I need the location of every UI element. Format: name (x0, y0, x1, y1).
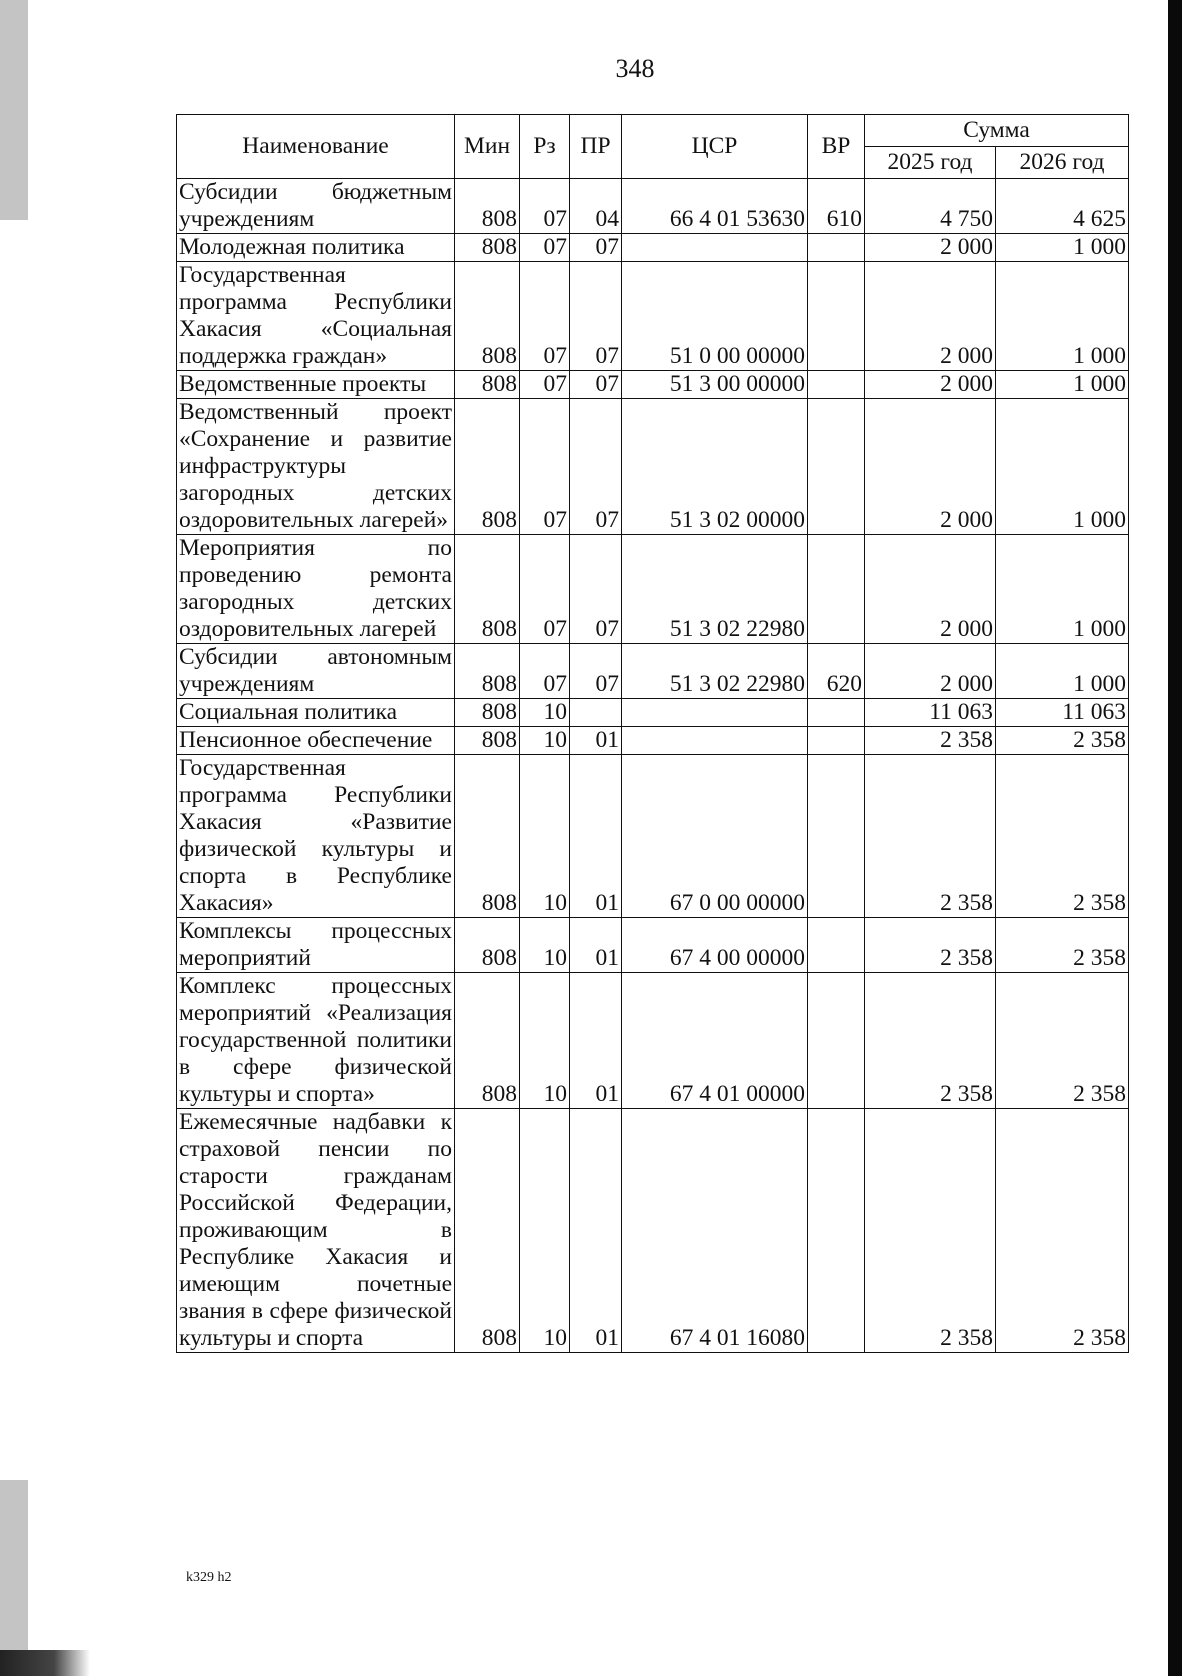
cell-pr: 01 (570, 755, 622, 918)
cell-pr: 07 (570, 262, 622, 371)
cell-vr (808, 918, 865, 973)
header-pr: ПР (570, 115, 622, 179)
cell-min: 808 (455, 234, 520, 262)
table-row (177, 973, 1129, 1109)
cell-pr: 07 (570, 644, 622, 699)
cell-name: Пенсионное обеспечение (177, 727, 455, 755)
cell-2025: 4 750 (865, 179, 996, 234)
cell-2026: 1 000 (996, 262, 1129, 371)
cell-name: Комплексы процессных мероприятий (177, 918, 455, 973)
table-row (177, 234, 1129, 262)
cell-name: Социальная политика (177, 699, 455, 727)
cell-min: 808 (455, 262, 520, 371)
cell-vr (808, 262, 865, 371)
cell-pr: 07 (570, 371, 622, 399)
table-row (177, 262, 1129, 371)
cell-2026: 4 625 (996, 179, 1129, 234)
cell-2026: 2 358 (996, 1109, 1129, 1353)
cell-csr: 67 4 01 16080 (622, 1109, 808, 1353)
cell-csr: 67 4 00 00000 (622, 918, 808, 973)
cell-2026: 1 000 (996, 371, 1129, 399)
cell-rz: 10 (520, 1109, 570, 1353)
budget-table (176, 114, 1129, 1353)
table-row (177, 699, 1129, 727)
cell-vr: 610 (808, 179, 865, 234)
cell-2025: 2 000 (865, 399, 996, 535)
cell-rz: 10 (520, 727, 570, 755)
table-row (177, 371, 1129, 399)
table-row (177, 644, 1129, 699)
cell-rz: 07 (520, 371, 570, 399)
cell-pr: 04 (570, 179, 622, 234)
cell-min: 808 (455, 973, 520, 1109)
table-row (177, 1109, 1129, 1353)
cell-min: 808 (455, 755, 520, 918)
cell-rz: 07 (520, 535, 570, 644)
cell-2025: 2 358 (865, 973, 996, 1109)
cell-2025: 2 000 (865, 371, 996, 399)
cell-2025: 2 000 (865, 535, 996, 644)
cell-vr (808, 699, 865, 727)
cell-rz: 07 (520, 234, 570, 262)
cell-2026: 2 358 (996, 918, 1129, 973)
cell-name: Ведомственный проект «Сохранение и развитие инфраструктуры загородных детских оздоровительных лагерей» (177, 399, 455, 535)
cell-csr: 51 3 02 22980 (622, 535, 808, 644)
cell-csr: 51 3 02 22980 (622, 644, 808, 699)
cell-csr: 51 3 00 00000 (622, 371, 808, 399)
cell-vr (808, 727, 865, 755)
cell-2026: 1 000 (996, 644, 1129, 699)
cell-csr: 51 3 02 00000 (622, 399, 808, 535)
cell-name: Молодежная политика (177, 234, 455, 262)
cell-vr (808, 1109, 865, 1353)
cell-min: 808 (455, 399, 520, 535)
cell-pr: 07 (570, 535, 622, 644)
cell-vr (808, 399, 865, 535)
cell-2025: 2 000 (865, 234, 996, 262)
header-csr: ЦСР (622, 115, 808, 179)
table-row (177, 179, 1129, 234)
header-year-2025: 2025 год (865, 147, 996, 179)
cell-csr: 67 0 00 00000 (622, 755, 808, 918)
cell-min: 808 (455, 179, 520, 234)
cell-pr: 01 (570, 727, 622, 755)
footer-code: k329 h2 (186, 1570, 232, 1585)
page-number: 348 (615, 54, 655, 83)
cell-name: Субсидии автономным учреждениям (177, 644, 455, 699)
cell-csr: 51 0 00 00000 (622, 262, 808, 371)
cell-pr: 01 (570, 918, 622, 973)
cell-rz: 07 (520, 399, 570, 535)
cell-2026: 2 358 (996, 973, 1129, 1109)
cell-name: Государственная программа Республики Хакасия «Социальная поддержка граждан» (177, 262, 455, 371)
cell-rz: 07 (520, 262, 570, 371)
cell-min: 808 (455, 535, 520, 644)
cell-min: 808 (455, 1109, 520, 1353)
cell-2025: 2 000 (865, 644, 996, 699)
header-min: Мин (455, 115, 520, 179)
cell-vr (808, 234, 865, 262)
cell-vr (808, 755, 865, 918)
table-row (177, 535, 1129, 644)
cell-2026: 2 358 (996, 755, 1129, 918)
cell-name: Ведомственные проекты (177, 371, 455, 399)
cell-2025: 2 358 (865, 918, 996, 973)
cell-rz: 10 (520, 755, 570, 918)
table-row (177, 727, 1129, 755)
cell-rz: 07 (520, 179, 570, 234)
cell-2026: 1 000 (996, 535, 1129, 644)
table-row (177, 399, 1129, 535)
header-sum: Сумма (865, 115, 1129, 147)
cell-2026: 1 000 (996, 399, 1129, 535)
cell-2026: 11 063 (996, 699, 1129, 727)
cell-rz: 10 (520, 699, 570, 727)
cell-csr (622, 234, 808, 262)
cell-pr: 07 (570, 399, 622, 535)
header-rz: Рз (520, 115, 570, 179)
cell-name: Ежемесячные надбавки к страховой пенсии по старости гражданам Российской Федерации, проживающим в Республике Хакасия и имеющим почетные звания в сфере физической культуры и спорта (177, 1109, 455, 1353)
table-header (177, 115, 1129, 179)
cell-min: 808 (455, 699, 520, 727)
cell-name: Государственная программа Республики Хакасия «Развитие физической культуры и спорта в Республике Хакасия» (177, 755, 455, 918)
cell-2025: 2 358 (865, 727, 996, 755)
cell-csr (622, 727, 808, 755)
cell-csr (622, 699, 808, 727)
cell-min: 808 (455, 371, 520, 399)
cell-pr: 01 (570, 973, 622, 1109)
scan-edge-bar (1168, 0, 1182, 1676)
cell-vr (808, 371, 865, 399)
header-vr: ВР (808, 115, 865, 179)
cell-pr: 07 (570, 234, 622, 262)
cell-rz: 07 (520, 644, 570, 699)
cell-name: Комплекс процессных мероприятий «Реализация государственной политики в сфере физической культуры и спорта» (177, 973, 455, 1109)
cell-2025: 2 358 (865, 1109, 996, 1353)
scan-artifact-corner (0, 1650, 90, 1676)
cell-pr: 01 (570, 1109, 622, 1353)
cell-csr: 66 4 01 53630 (622, 179, 808, 234)
header-year-2026: 2026 год (996, 147, 1129, 179)
cell-min: 808 (455, 727, 520, 755)
cell-name: Мероприятия по проведению ремонта загородных детских оздоровительных лагерей (177, 535, 455, 644)
table-row (177, 918, 1129, 973)
cell-2025: 2 000 (865, 262, 996, 371)
cell-min: 808 (455, 644, 520, 699)
cell-2026: 1 000 (996, 234, 1129, 262)
cell-min: 808 (455, 918, 520, 973)
cell-2025: 2 358 (865, 755, 996, 918)
cell-pr (570, 699, 622, 727)
cell-rz: 10 (520, 918, 570, 973)
cell-2025: 11 063 (865, 699, 996, 727)
cell-vr (808, 535, 865, 644)
cell-name: Субсидии бюджетным учреждениям (177, 179, 455, 234)
cell-vr: 620 (808, 644, 865, 699)
table-row (177, 755, 1129, 918)
cell-csr: 67 4 01 00000 (622, 973, 808, 1109)
table-body (177, 179, 1129, 1353)
cell-vr (808, 973, 865, 1109)
cell-rz: 10 (520, 973, 570, 1109)
header-name: Наименование (177, 115, 455, 179)
cell-2026: 2 358 (996, 727, 1129, 755)
